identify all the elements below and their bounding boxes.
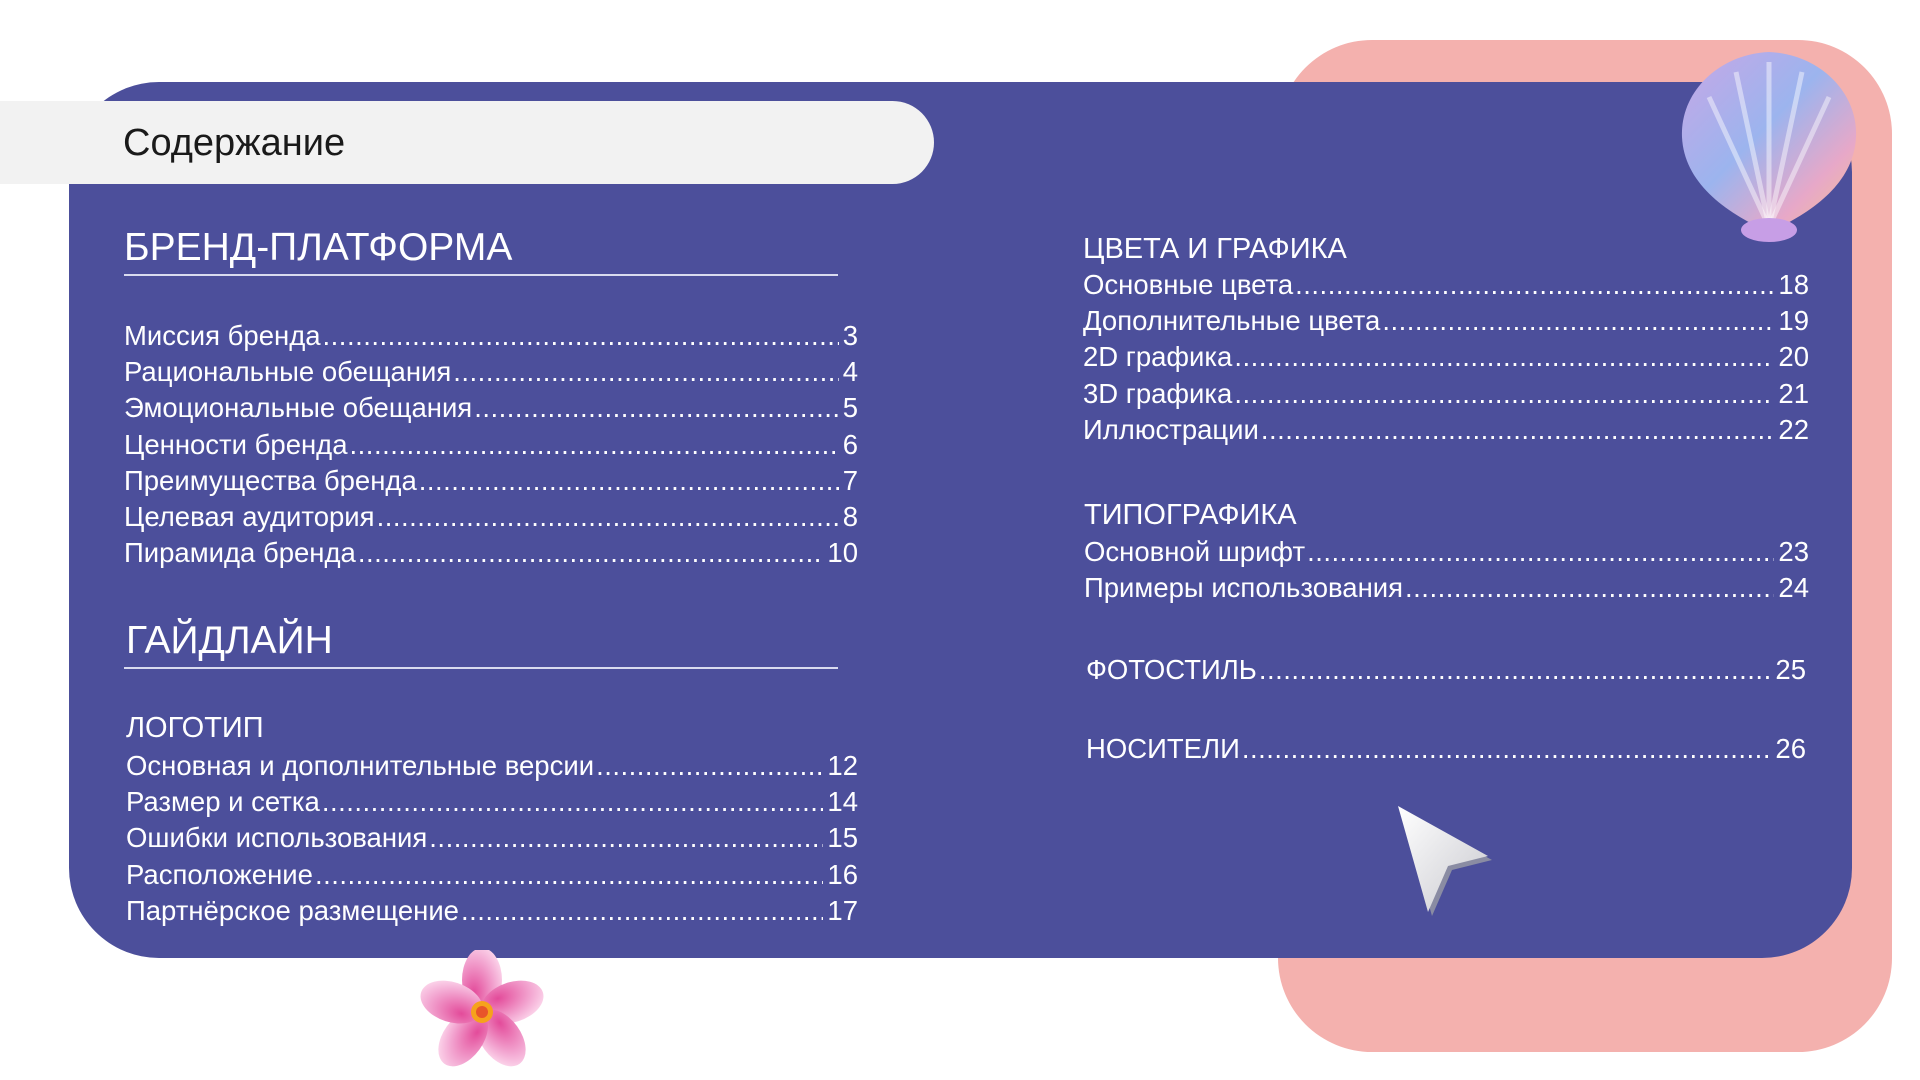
leader-dots [1234, 376, 1774, 412]
page-number: 18 [1778, 269, 1809, 300]
page-number: 22 [1778, 413, 1809, 445]
page-number: 12 [827, 750, 858, 781]
page-number: 5 [842, 392, 858, 424]
page-number: 21 [1778, 377, 1809, 409]
toc-item[interactable]: Ошибки использования ..... 15 [126, 820, 858, 856]
page-number: 25 [1775, 654, 1806, 685]
page-number: 6 [842, 428, 858, 460]
leader-dots [474, 390, 839, 426]
toc-item[interactable]: 3D графика ..... 21 [1083, 376, 1809, 412]
pointer-cursor-icon [1390, 800, 1500, 920]
page-number: 24 [1778, 572, 1809, 604]
toc-item[interactable]: Иллюстрации ..... 22 [1083, 412, 1809, 448]
leader-dots [315, 857, 823, 893]
toc-item[interactable]: Эмоциональные обещания ..... 5 [124, 390, 858, 426]
toc-photostyle [1086, 652, 1806, 688]
page-number: 17 [827, 894, 858, 926]
toc-item[interactable]: Ценности бренда ..... 6 [124, 427, 858, 463]
leader-dots [377, 499, 839, 535]
page-number: 26 [1775, 733, 1806, 764]
page-number: 8 [842, 500, 858, 532]
toc-item[interactable]: Преимущества бренда ..... 7 [124, 463, 858, 499]
leader-dots [453, 354, 838, 390]
toc-item[interactable]: Рациональные обещания ..... 4 [124, 354, 858, 390]
toc-item[interactable]: Расположение ..... 16 [126, 857, 858, 893]
leader-dots [461, 893, 823, 929]
leader-dots [323, 318, 839, 354]
leader-dots [1307, 534, 1774, 570]
leader-dots [1405, 570, 1774, 606]
toc-item[interactable]: Примеры использования ..... 24 [1084, 570, 1809, 606]
page-title: Содержание [123, 122, 346, 164]
leader-dots [358, 535, 824, 571]
section-heading-brand-platform: БРЕНД-ПЛАТФОРМА [124, 226, 513, 269]
page-number: 19 [1778, 305, 1809, 337]
leader-dots [1259, 652, 1772, 688]
toc-item[interactable]: 2D графика ..... 20 [1083, 339, 1809, 375]
toc-item[interactable]: НОСИТЕЛИ ..... 26 [1086, 731, 1806, 767]
subheading-colors-graphics: ЦВЕТА И ГРАФИКА [1083, 233, 1347, 265]
page-number: 23 [1778, 536, 1809, 567]
toc-item[interactable]: ФОТОСТИЛЬ ..... 25 [1086, 652, 1806, 688]
leader-dots [1295, 267, 1774, 303]
toc-item[interactable]: Размер и сетка ..... 14 [126, 784, 858, 820]
page-number: 4 [842, 356, 858, 388]
toc-item[interactable]: Пирамида бренда ..... 10 [124, 535, 858, 571]
toc-item[interactable]: Основной шрифт ..... 23 [1084, 534, 1809, 570]
leader-dots [596, 748, 823, 784]
leader-dots [1261, 412, 1775, 448]
subheading-typography: ТИПОГРАФИКА [1084, 499, 1297, 531]
subheading-logo: ЛОГОТИП [126, 712, 264, 744]
leader-dots [322, 784, 824, 820]
toc-typography [1084, 534, 1809, 606]
section-divider [124, 274, 838, 276]
leader-dots [1382, 303, 1774, 339]
leader-dots [419, 463, 839, 499]
page-number: 16 [827, 858, 858, 890]
toc-carriers [1086, 731, 1806, 767]
seashell-icon [1664, 42, 1874, 252]
toc-logo [126, 748, 858, 929]
toc-item[interactable]: Основная и дополнительные версии ..... 12 [126, 748, 858, 784]
toc-brand-platform [124, 318, 858, 571]
toc-item[interactable]: Целевая аудитория ..... 8 [124, 499, 858, 535]
page-number: 20 [1778, 341, 1809, 373]
section-divider [124, 667, 838, 669]
page-number: 15 [827, 822, 858, 854]
page-number: 3 [842, 320, 858, 351]
leader-dots [429, 820, 823, 856]
section-heading-guideline: ГАЙДЛАЙН [126, 619, 333, 662]
toc-item[interactable]: Миссия бренда ..... 3 [124, 318, 858, 354]
plumeria-flower-icon [410, 950, 554, 1080]
toc-item[interactable]: Дополнительные цвета ..... 19 [1083, 303, 1809, 339]
leader-dots [1242, 731, 1772, 767]
toc-item[interactable]: Основные цвета ..... 18 [1083, 267, 1809, 303]
page-number: 14 [827, 786, 858, 818]
page-number: 10 [827, 537, 858, 569]
leader-dots [1234, 339, 1774, 375]
toc-item[interactable]: Партнёрское размещение ..... 17 [126, 893, 858, 929]
toc-colors-graphics [1083, 267, 1809, 448]
leader-dots [350, 427, 839, 463]
page-number: 7 [842, 464, 858, 496]
